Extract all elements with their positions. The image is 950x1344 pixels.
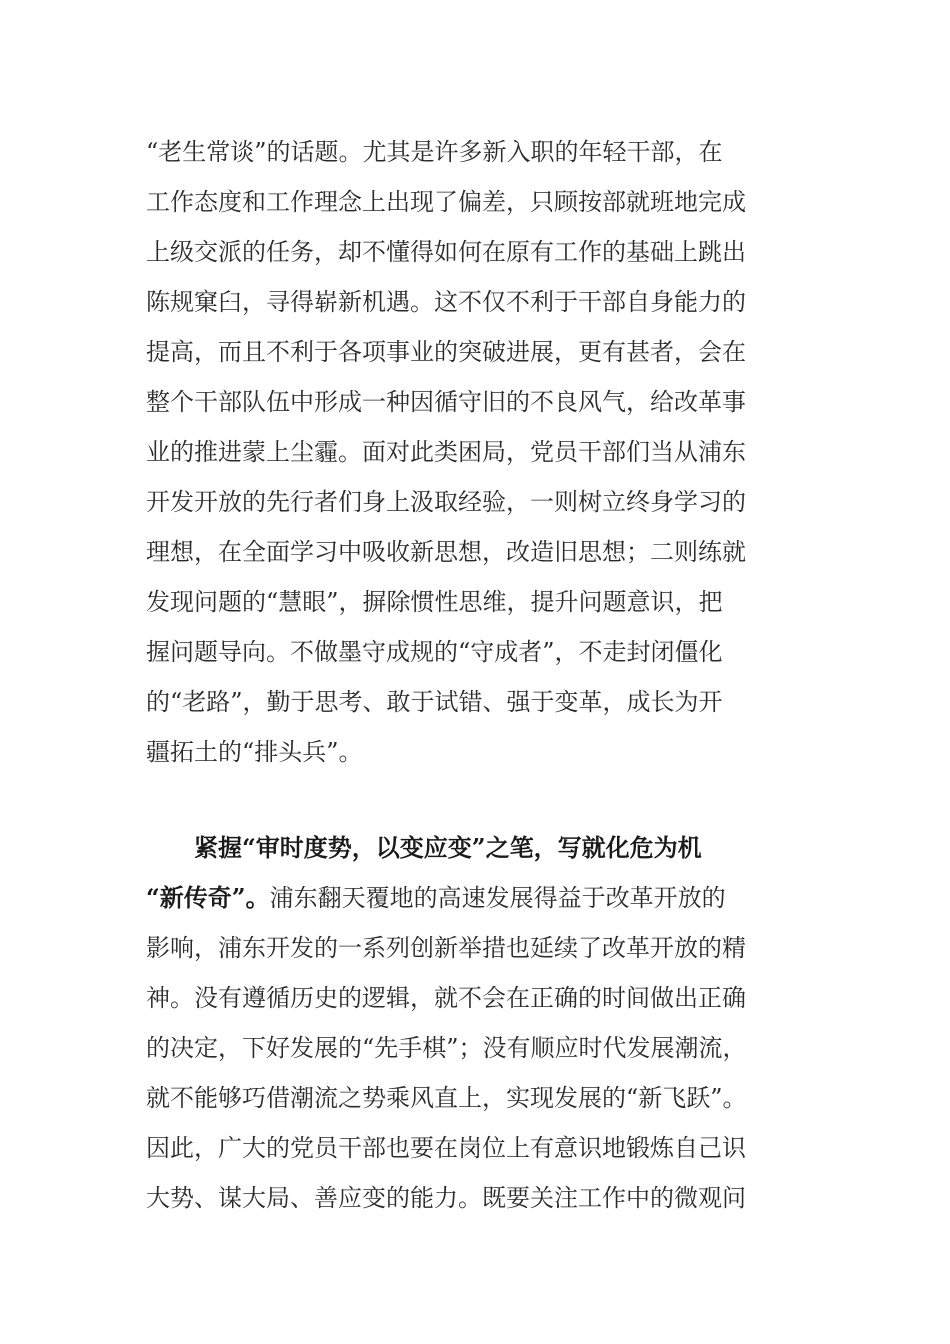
paragraph-1 (146, 127, 806, 777)
text-line: 影响，浦东开发的一系列创新举措也延续了改革开放的精 (146, 934, 746, 962)
text-line: 工作态度和工作理念上出现了偏差，只顾按部就班地完成 (146, 188, 746, 216)
text-line (146, 873, 806, 923)
text-line: 因此，广大的党员干部也要在岗位上有意识地锻炼自己识 (146, 1134, 746, 1162)
text-line: 大势、谋大局、善应变的能力。既要关注工作中的微观问 (146, 1184, 746, 1212)
section-heading-tail: “新传奇”。 (146, 883, 270, 912)
text-line: 疆拓土的“排头兵”。 (146, 738, 363, 766)
text-line: 的“老路”，勤于思考、敢于试错、强于变革，成长为开 (146, 688, 723, 716)
text-line: 就不能够巧借潮流之势乘风直上，实现发展的“新飞跃”。 (146, 1084, 747, 1112)
paragraph-2 (146, 823, 806, 1223)
text-line: 业的推进蒙上尘霾。面对此类困局，党员干部们当从浦东 (146, 438, 746, 466)
text-line: 提高，而且不利于各项事业的突破进展，更有甚者，会在 (146, 338, 746, 366)
text-line: 的决定，下好发展的“先手棋”；没有顺应时代发展潮流， (146, 1034, 747, 1062)
text-line: 上级交派的任务，却不懂得如何在原有工作的基础上跳出 (146, 238, 746, 266)
text-line: “老生常谈”的话题。尤其是许多新入职的年轻干部，在 (146, 138, 723, 166)
text-line: 发现问题的“慧眼”，摒除惯性思维，提升问题意识，把 (146, 588, 723, 616)
text-line: 陈规窠臼，寻得崭新机遇。这不仅不利于干部自身能力的 (146, 288, 746, 316)
text-line: 整个干部队伍中形成一种因循守旧的不良风气，给改革事 (146, 388, 746, 416)
text-line: 神。没有遵循历史的逻辑，就不会在正确的时间做出正确 (146, 984, 746, 1012)
text-line: 理想，在全面学习中吸收新思想，改造旧思想；二则练就 (146, 538, 746, 566)
text-run: 浦东翻天覆地的高速发展得益于改革开放的 (269, 884, 726, 912)
section-heading: 紧握“审时度势，以变应变”之笔，写就化危为机 (146, 833, 702, 862)
text-line: 握问题导向。不做墨守成规的“守成者”，不走封闭僵化 (146, 638, 723, 666)
text-line: 开发开放的先行者们身上汲取经验，一则树立终身学习的 (146, 488, 746, 516)
